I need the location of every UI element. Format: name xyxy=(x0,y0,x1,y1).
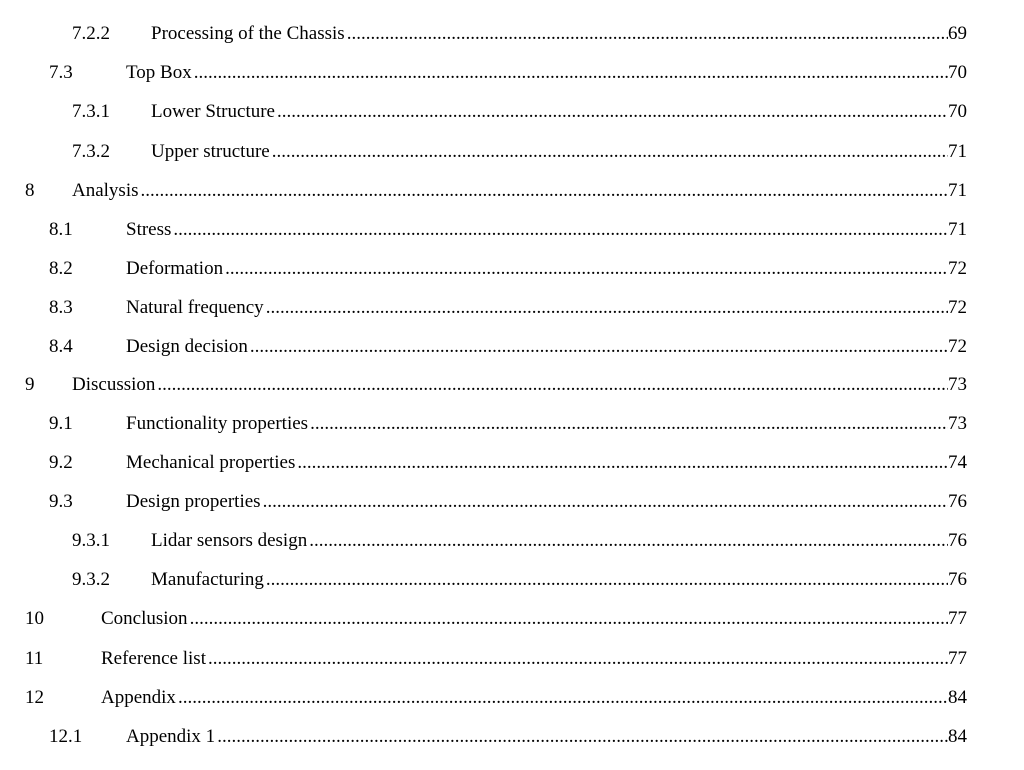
toc-entry-title: Top Box xyxy=(126,62,192,83)
toc-entry-title: Upper structure xyxy=(151,141,270,162)
toc-entry-9-3-1[interactable] xyxy=(72,529,967,553)
toc-entry-number: 7.2.2 xyxy=(72,23,110,44)
toc-leader-dots xyxy=(309,529,948,553)
toc-entry-number: 9.3 xyxy=(49,491,73,512)
toc-leader-dots xyxy=(277,100,948,124)
toc-entry-title: Lower Structure xyxy=(151,101,275,122)
toc-entry-page: 84 xyxy=(948,726,967,747)
toc-entry-page: 69 xyxy=(948,23,967,44)
toc-entry-7-2-2[interactable] xyxy=(72,22,967,46)
toc-leader-dots xyxy=(250,335,948,359)
toc-leader-dots xyxy=(310,412,948,436)
toc-entry-9-1[interactable] xyxy=(49,412,967,436)
toc-entry-8-4[interactable] xyxy=(49,335,967,359)
toc-entry-number: 7.3 xyxy=(49,62,73,83)
toc-leader-dots xyxy=(141,179,949,203)
toc-entry-title-line xyxy=(101,607,967,631)
toc-leader-dots xyxy=(190,607,948,631)
toc-entry-title-line xyxy=(126,451,967,475)
toc-entry-title: Reference list xyxy=(101,648,206,669)
toc-entry-number: 10 xyxy=(25,608,44,629)
toc-entry-12-1[interactable] xyxy=(49,725,967,749)
toc-entry-title: Manufacturing xyxy=(151,569,264,590)
toc-entry-page: 77 xyxy=(948,608,967,629)
toc-entry-title: Conclusion xyxy=(101,608,188,629)
toc-entry-title-line xyxy=(151,22,967,46)
toc-entry-title: Stress xyxy=(126,219,172,240)
toc-entry-number: 8.2 xyxy=(49,258,73,279)
toc-entry-title: Discussion xyxy=(72,374,156,395)
toc-entry-8-2[interactable] xyxy=(49,257,967,281)
toc-entry-8-1[interactable] xyxy=(49,218,967,242)
toc-entry-title-line xyxy=(101,647,967,671)
toc-entry-title: Design decision xyxy=(126,336,248,357)
toc-entry-number: 9.2 xyxy=(49,452,73,473)
toc-entry-title: Design properties xyxy=(126,491,261,512)
toc-leader-dots xyxy=(297,451,948,475)
toc-entry-title-line xyxy=(126,296,967,320)
toc-entry-title-line xyxy=(126,725,967,749)
toc-entry-9-3[interactable] xyxy=(49,490,967,514)
toc-entry-page: 73 xyxy=(948,374,967,395)
toc-entry-7-3-2[interactable] xyxy=(72,140,967,164)
toc-entry-number: 12 xyxy=(25,687,44,708)
toc-entry-number: 9.3.2 xyxy=(72,569,110,590)
toc-entry-number: 12.1 xyxy=(49,726,83,747)
toc-entry-page: 70 xyxy=(948,62,967,83)
toc-entry-page: 77 xyxy=(948,648,967,669)
toc-leader-dots xyxy=(208,647,948,671)
toc-entry-title: Processing of the Chassis xyxy=(151,23,345,44)
toc-leader-dots xyxy=(178,686,948,710)
toc-entry-title-line xyxy=(72,179,967,203)
toc-entry-title-line xyxy=(126,61,967,85)
toc-leader-dots xyxy=(272,140,948,164)
toc-leader-dots xyxy=(347,22,948,46)
toc-entry-9-3-2[interactable] xyxy=(72,568,967,592)
toc-entry-title-line xyxy=(151,100,967,124)
toc-entry-12[interactable] xyxy=(25,686,967,710)
toc-entry-8[interactable] xyxy=(25,179,967,203)
toc-entry-title-line xyxy=(101,686,967,710)
toc-entry-title-line xyxy=(126,412,967,436)
toc-entry-number: 11 xyxy=(25,648,44,669)
toc-entry-number: 9.3.1 xyxy=(72,530,110,551)
toc-entry-page: 74 xyxy=(948,452,967,473)
toc-entry-10[interactable] xyxy=(25,607,967,631)
toc-leader-dots xyxy=(194,61,948,85)
toc-leader-dots xyxy=(173,218,948,242)
toc-entry-title: Functionality properties xyxy=(126,413,309,434)
toc-entry-title: Deformation xyxy=(126,258,224,279)
toc-entry-title-line xyxy=(151,568,967,592)
toc-entry-title-line xyxy=(151,140,967,164)
toc-entry-title: Appendix 1 xyxy=(126,726,216,747)
toc-entry-number: 7.3.2 xyxy=(72,141,110,162)
toc-entry-page: 76 xyxy=(948,530,967,551)
toc-entry-title-line xyxy=(126,257,967,281)
toc-entry-9[interactable] xyxy=(25,373,967,397)
toc-entry-page: 76 xyxy=(948,491,967,512)
toc-leader-dots xyxy=(217,725,948,749)
toc-entry-number: 7.3.1 xyxy=(72,101,110,122)
toc-leader-dots xyxy=(266,296,948,320)
toc-entry-page: 71 xyxy=(948,180,967,201)
toc-entry-number: 9 xyxy=(25,374,35,395)
toc-entry-number: 8.4 xyxy=(49,336,73,357)
toc-entry-9-2[interactable] xyxy=(49,451,967,475)
toc-entry-title: Analysis xyxy=(72,180,139,201)
toc-entry-page: 71 xyxy=(948,141,967,162)
toc-entry-title-line xyxy=(72,373,967,397)
toc-entry-page: 84 xyxy=(948,687,967,708)
toc-entry-title: Natural frequency xyxy=(126,297,264,318)
toc-entry-8-3[interactable] xyxy=(49,296,967,320)
toc-entry-11[interactable] xyxy=(25,647,967,671)
toc-entry-title-line xyxy=(151,529,967,553)
toc-entry-7-3[interactable] xyxy=(49,61,967,85)
toc-entry-number: 9.1 xyxy=(49,413,73,434)
toc-entry-title: Mechanical properties xyxy=(126,452,296,473)
toc-entry-page: 72 xyxy=(948,258,967,279)
toc-entry-page: 73 xyxy=(948,413,967,434)
toc-leader-dots xyxy=(263,490,948,514)
toc-leader-dots xyxy=(225,257,948,281)
toc-entry-title-line xyxy=(126,490,967,514)
toc-entry-number: 8 xyxy=(25,180,35,201)
toc-entry-title: Lidar sensors design xyxy=(151,530,308,551)
toc-entry-title-line xyxy=(126,218,967,242)
toc-entry-title-line xyxy=(126,335,967,359)
toc-entry-page: 72 xyxy=(948,297,967,318)
toc-entry-page: 70 xyxy=(948,101,967,122)
toc-entry-title: Appendix xyxy=(101,687,176,708)
toc-leader-dots xyxy=(157,373,948,397)
toc-entry-7-3-1[interactable] xyxy=(72,100,967,124)
toc-entry-number: 8.1 xyxy=(49,219,73,240)
toc-entry-page: 72 xyxy=(948,336,967,357)
toc-entry-page: 71 xyxy=(948,219,967,240)
toc-entry-number: 8.3 xyxy=(49,297,73,318)
toc-leader-dots xyxy=(266,568,948,592)
toc-entry-page: 76 xyxy=(948,569,967,590)
